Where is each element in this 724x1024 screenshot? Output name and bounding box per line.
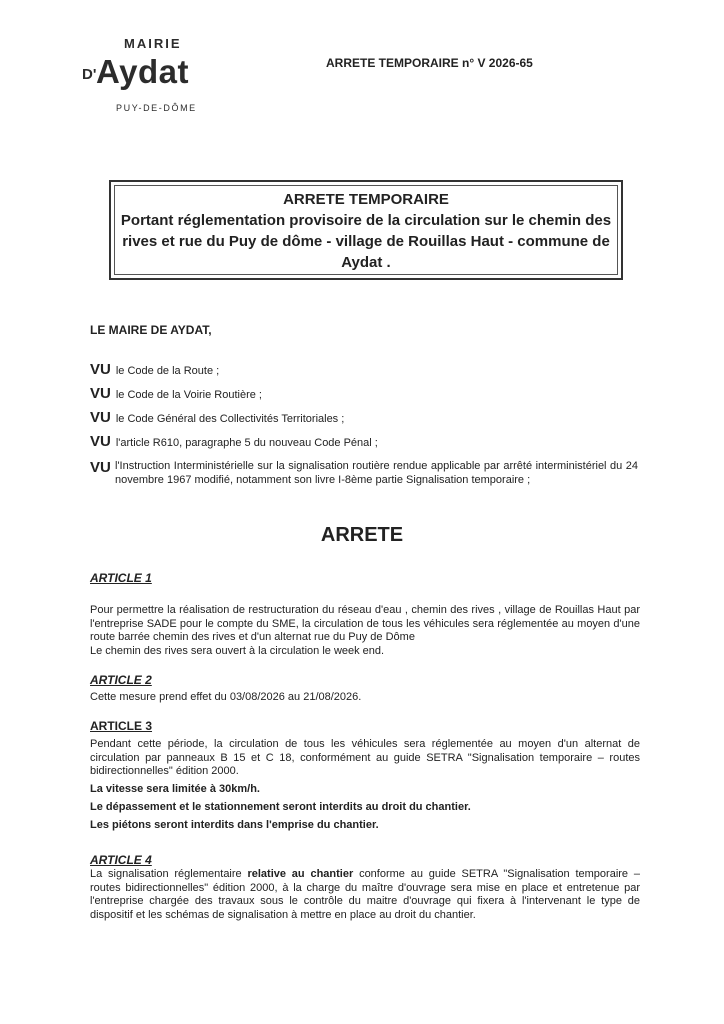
article-2-heading: ARTICLE 2 [90, 673, 152, 687]
vu-keyword: VU [90, 459, 111, 476]
article-3-heading: ARTICLE 3 [90, 719, 153, 733]
vu-keyword: VU [90, 361, 111, 378]
mairie-logo [76, 36, 226, 116]
logo-name: Aydat [96, 53, 189, 90]
vu-text: l'Instruction Interministérielle sur la signalisation routière rendue applicable par arrêté interministériel du 24 novembre 1967 modifié, notamment son livre I-8ème partie Signalisation temporaire ; [115, 460, 638, 486]
article-4-text-end: conforme au guide SETRA "Signalisation temporaire – routes bidirectionnelles" édition 2000, à la charge du maître d'ouvrage sera mise en place et entretenue par l'entreprise chargée des travaux sous le contrôle du maitre d'ouvrage qui fixera à l'intervenant le type de dispositif et les schémas de signalisation à mettre en place au droit du chantier. [90, 868, 640, 921]
logo-subtitle: PUY-DE-DÔME [116, 103, 197, 113]
vu-item [90, 361, 219, 378]
vu-text: l'article R610, paragraphe 5 du nouveau Code Pénal ; [115, 437, 378, 449]
article-4-text-start: La signalisation réglementaire [90, 868, 248, 880]
vu-keyword: VU [90, 433, 111, 450]
logo-wordmark [76, 48, 226, 88]
vu-keyword: VU [90, 409, 111, 426]
article-3-no-pedestrians: Les piétons seront interdits dans l'emprise du chantier. [90, 819, 379, 831]
article-1-heading: ARTICLE 1 [90, 571, 152, 585]
arrete-heading: ARRETE [320, 524, 404, 546]
article-1-paragraph [90, 604, 640, 658]
article-4-text-bold: relative au chantier [247, 868, 354, 880]
logo-mairie-text: MAIRIE [124, 36, 182, 51]
vu-item [90, 385, 262, 402]
vu-text: le Code de la Route ; [115, 365, 220, 377]
article-3-speed-limit: La vitesse sera limitée à 30km/h. [90, 783, 260, 795]
article-3-no-overtaking: Le dépassement et le stationnement seront interdits au droit du chantier. [90, 801, 471, 813]
vu-item [90, 433, 378, 450]
article-3-paragraph: Pendant cette période, la circulation de tous les véhicules sera réglementée au moyen d'un alternat de circulation par panneaux B 15 et C 18, conformément au guide SETRA "Signalisation temporaire – routes bidirectionnelles" édition 2000. [90, 738, 640, 778]
document-reference: ARRETE TEMPORAIRE n° V 2026-65 [326, 56, 533, 70]
logo-prefix: D' [82, 66, 97, 83]
vu-text: le Code Général des Collectivités Territoriales ; [115, 413, 345, 425]
maire-heading: LE MAIRE DE AYDAT, [90, 323, 212, 337]
vu-keyword: VU [90, 385, 111, 402]
article-1-text-2: Le chemin des rives sera ouvert à la circulation le week end. [90, 644, 385, 657]
vu-item [90, 459, 638, 487]
title-main: ARRETE TEMPORAIRE [283, 191, 449, 208]
article-4-paragraph [90, 868, 640, 922]
title-box [109, 180, 623, 280]
article-4-heading: ARTICLE 4 [90, 853, 152, 867]
title-subtitle: Portant réglementation provisoire de la circulation sur le chemin des rives et rue du Puy de dôme - village de Rouillas Haut - commune de Aydat . [120, 212, 612, 271]
vu-text: le Code de la Voirie Routière ; [115, 389, 262, 401]
article-2-paragraph: Cette mesure prend effet du 03/08/2026 au 21/08/2026. [90, 691, 362, 703]
article-1-text: Pour permettre la réalisation de restructuration du réseau d'eau , chemin des rives , village de Rouillas Haut par l'entreprise SADE pour le compte du SME, la circulation de tous les véhicules sera réglementée au moyen d'une route barrée chemin des rives et d'un alternat rue du Puy de Dôme [90, 604, 640, 644]
vu-item [90, 409, 344, 426]
